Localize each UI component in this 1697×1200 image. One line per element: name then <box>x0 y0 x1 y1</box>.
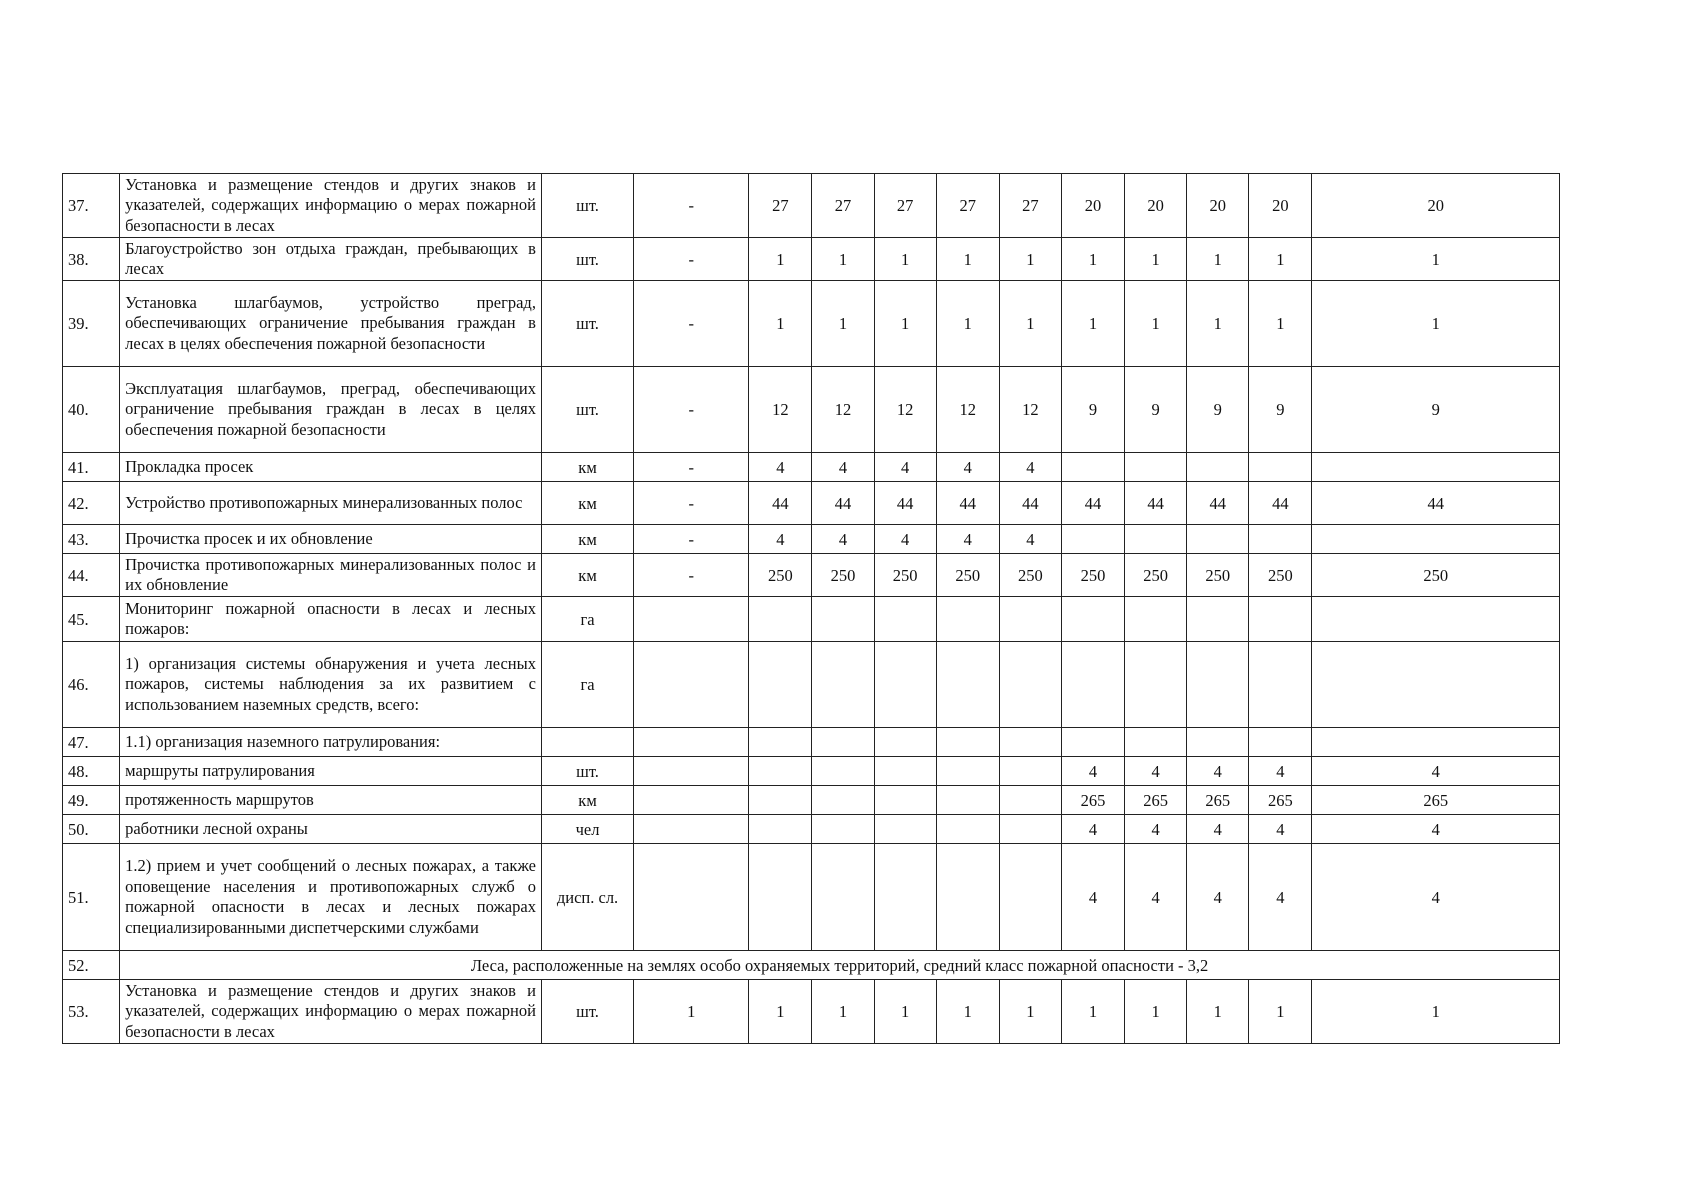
value-cell: - <box>634 525 749 554</box>
value-cell: 1 <box>874 238 936 281</box>
value-cell: - <box>634 482 749 525</box>
measures-table <box>62 173 1560 1044</box>
table-row <box>63 951 1560 980</box>
row-number: 50. <box>63 815 120 844</box>
value-cell <box>999 844 1061 951</box>
value-cell: 4 <box>1125 844 1187 951</box>
value-cell: 4 <box>749 525 812 554</box>
value-cell: 250 <box>1061 554 1124 597</box>
unit-cell: га <box>541 597 633 642</box>
table-row <box>63 238 1560 281</box>
table-row <box>63 642 1560 728</box>
value-cell <box>1125 525 1187 554</box>
table-row <box>63 757 1560 786</box>
value-cell <box>1061 453 1124 482</box>
value-cell <box>634 728 749 757</box>
value-cell: - <box>634 238 749 281</box>
unit-cell: км <box>541 786 633 815</box>
value-cell: 1 <box>936 281 999 367</box>
value-cell <box>634 642 749 728</box>
value-cell <box>874 786 936 815</box>
row-number: 43. <box>63 525 120 554</box>
measure-name: маршруты патрулирования <box>120 757 542 786</box>
value-cell <box>936 815 999 844</box>
value-cell <box>1312 453 1560 482</box>
value-cell: 1 <box>1312 980 1560 1044</box>
value-cell: - <box>634 281 749 367</box>
measure-name: Эксплуатация шлагбаумов, преград, обеспечивающих ограничение пребывания граждан в лесах в целях обеспечения пожарной безопасности <box>120 367 542 453</box>
value-cell: 250 <box>874 554 936 597</box>
measures-table-body <box>63 174 1560 1044</box>
value-cell <box>1061 597 1124 642</box>
value-cell <box>874 728 936 757</box>
value-cell <box>874 844 936 951</box>
value-cell: 4 <box>936 525 999 554</box>
value-cell: 27 <box>936 174 999 238</box>
measure-name: Прочистка просек и их обновление <box>120 525 542 554</box>
value-cell: 12 <box>874 367 936 453</box>
value-cell: - <box>634 453 749 482</box>
measure-name: 1) организация системы обнаружения и учета лесных пожаров, системы наблюдения за их развитием с использованием наземных средств, всего: <box>120 642 542 728</box>
row-number: 39. <box>63 281 120 367</box>
unit-cell: шт. <box>541 174 633 238</box>
value-cell: 44 <box>1125 482 1187 525</box>
value-cell: 4 <box>1187 757 1249 786</box>
row-number: 51. <box>63 844 120 951</box>
value-cell: 250 <box>1249 554 1312 597</box>
value-cell <box>812 597 874 642</box>
value-cell <box>999 728 1061 757</box>
value-cell: 4 <box>1187 815 1249 844</box>
value-cell: 1 <box>1125 238 1187 281</box>
unit-cell <box>541 728 633 757</box>
row-number: 37. <box>63 174 120 238</box>
row-number: 47. <box>63 728 120 757</box>
value-cell: 27 <box>874 174 936 238</box>
value-cell <box>1187 597 1249 642</box>
value-cell <box>812 642 874 728</box>
unit-cell: чел <box>541 815 633 844</box>
value-cell: 250 <box>936 554 999 597</box>
value-cell <box>749 597 812 642</box>
value-cell: 44 <box>874 482 936 525</box>
measure-name: Благоустройство зон отдыха граждан, пребывающих в лесах <box>120 238 542 281</box>
measure-name: 1.2) прием и учет сообщений о лесных пожарах, а также оповещение населения и противопожарных служб о пожарной опасности в лесах и лесных пожарах специализированными диспетчерскими службами <box>120 844 542 951</box>
value-cell: 1 <box>1187 238 1249 281</box>
unit-cell: км <box>541 482 633 525</box>
value-cell <box>812 757 874 786</box>
value-cell <box>749 844 812 951</box>
value-cell: 27 <box>749 174 812 238</box>
value-cell <box>812 815 874 844</box>
value-cell: 9 <box>1312 367 1560 453</box>
value-cell: 12 <box>936 367 999 453</box>
value-cell <box>936 597 999 642</box>
value-cell: 4 <box>812 525 874 554</box>
table-row <box>63 786 1560 815</box>
value-cell: 1 <box>1187 281 1249 367</box>
value-cell: 4 <box>1312 844 1560 951</box>
value-cell <box>999 815 1061 844</box>
value-cell: - <box>634 367 749 453</box>
table-row <box>63 844 1560 951</box>
value-cell: 1 <box>1249 238 1312 281</box>
value-cell <box>749 815 812 844</box>
value-cell: 1 <box>749 980 812 1044</box>
value-cell <box>999 786 1061 815</box>
value-cell: 1 <box>1249 980 1312 1044</box>
value-cell: 20 <box>1312 174 1560 238</box>
measure-name: работники лесной охраны <box>120 815 542 844</box>
value-cell: 1 <box>1061 281 1124 367</box>
unit-cell: шт. <box>541 367 633 453</box>
value-cell <box>874 642 936 728</box>
value-cell <box>749 642 812 728</box>
value-cell <box>936 642 999 728</box>
value-cell <box>874 815 936 844</box>
value-cell: - <box>634 554 749 597</box>
value-cell: 1 <box>1125 281 1187 367</box>
value-cell: 9 <box>1187 367 1249 453</box>
value-cell: 265 <box>1061 786 1124 815</box>
value-cell: 4 <box>1249 815 1312 844</box>
value-cell: 250 <box>812 554 874 597</box>
value-cell: 4 <box>812 453 874 482</box>
value-cell <box>1125 642 1187 728</box>
value-cell: 1 <box>634 980 749 1044</box>
measure-name: 1.1) организация наземного патрулирования: <box>120 728 542 757</box>
value-cell: 1 <box>1061 238 1124 281</box>
value-cell: 265 <box>1125 786 1187 815</box>
section-heading: Леса, расположенные на землях особо охраняемых территорий, средний класс пожарной опасности - 3,2 <box>120 951 1560 980</box>
unit-cell: га <box>541 642 633 728</box>
value-cell: 1 <box>1312 238 1560 281</box>
value-cell: 12 <box>812 367 874 453</box>
row-number: 38. <box>63 238 120 281</box>
value-cell <box>634 844 749 951</box>
value-cell: 27 <box>812 174 874 238</box>
value-cell: 44 <box>749 482 812 525</box>
value-cell: 4 <box>874 525 936 554</box>
unit-cell: шт. <box>541 238 633 281</box>
value-cell: 4 <box>1312 757 1560 786</box>
value-cell: 1 <box>1187 980 1249 1044</box>
value-cell: 9 <box>1125 367 1187 453</box>
value-cell: 1 <box>874 281 936 367</box>
value-cell <box>1187 642 1249 728</box>
value-cell <box>999 642 1061 728</box>
value-cell: 4 <box>1187 844 1249 951</box>
value-cell <box>634 757 749 786</box>
value-cell <box>1187 728 1249 757</box>
value-cell <box>1312 728 1560 757</box>
value-cell <box>1312 525 1560 554</box>
value-cell: 12 <box>999 367 1061 453</box>
value-cell <box>634 597 749 642</box>
measure-name: Установка и размещение стендов и других знаков и указателей, содержащих информацию о мерах пожарной безопасности в лесах <box>120 174 542 238</box>
value-cell: 250 <box>1125 554 1187 597</box>
value-cell: 4 <box>1125 815 1187 844</box>
value-cell: 4 <box>999 525 1061 554</box>
table-row <box>63 367 1560 453</box>
value-cell: - <box>634 174 749 238</box>
value-cell: 265 <box>1249 786 1312 815</box>
value-cell: 20 <box>1061 174 1124 238</box>
value-cell: 12 <box>749 367 812 453</box>
value-cell <box>1249 525 1312 554</box>
value-cell <box>749 757 812 786</box>
measure-name: Устройство противопожарных минерализованных полос <box>120 482 542 525</box>
table-row <box>63 174 1560 238</box>
table-row <box>63 482 1560 525</box>
value-cell: 9 <box>1249 367 1312 453</box>
value-cell: 44 <box>812 482 874 525</box>
value-cell: 4 <box>1061 757 1124 786</box>
value-cell: 1 <box>1312 281 1560 367</box>
value-cell <box>749 786 812 815</box>
value-cell <box>1249 728 1312 757</box>
value-cell: 250 <box>1187 554 1249 597</box>
value-cell <box>1125 597 1187 642</box>
value-cell: 1 <box>812 980 874 1044</box>
value-cell <box>1249 453 1312 482</box>
value-cell <box>1187 525 1249 554</box>
value-cell <box>812 786 874 815</box>
value-cell <box>634 815 749 844</box>
value-cell: 44 <box>1249 482 1312 525</box>
value-cell <box>1312 642 1560 728</box>
unit-cell: шт. <box>541 757 633 786</box>
value-cell <box>1249 597 1312 642</box>
row-number: 42. <box>63 482 120 525</box>
value-cell: 9 <box>1061 367 1124 453</box>
row-number: 46. <box>63 642 120 728</box>
row-number: 44. <box>63 554 120 597</box>
unit-cell: шт. <box>541 980 633 1044</box>
value-cell <box>1061 642 1124 728</box>
value-cell: 1 <box>812 281 874 367</box>
row-number: 41. <box>63 453 120 482</box>
unit-cell: шт. <box>541 281 633 367</box>
value-cell: 1 <box>1061 980 1124 1044</box>
value-cell: 1 <box>999 281 1061 367</box>
value-cell: 44 <box>1312 482 1560 525</box>
value-cell: 1 <box>812 238 874 281</box>
value-cell <box>1061 728 1124 757</box>
value-cell: 1 <box>999 238 1061 281</box>
value-cell: 265 <box>1312 786 1560 815</box>
value-cell <box>1125 728 1187 757</box>
value-cell: 1 <box>749 281 812 367</box>
measure-name: Установка шлагбаумов, устройство преград, обеспечивающих ограничение пребывания граждан в лесах в целях обеспечения пожарной безопасности <box>120 281 542 367</box>
value-cell: 4 <box>1061 844 1124 951</box>
value-cell: 4 <box>1125 757 1187 786</box>
value-cell <box>1125 453 1187 482</box>
value-cell <box>936 786 999 815</box>
table-row <box>63 815 1560 844</box>
value-cell: 1 <box>1125 980 1187 1044</box>
row-number: 40. <box>63 367 120 453</box>
measure-name: Установка и размещение стендов и других знаков и указателей, содержащих информацию о мерах пожарной безопасности в лесах <box>120 980 542 1044</box>
value-cell: 4 <box>749 453 812 482</box>
value-cell: 1 <box>749 238 812 281</box>
value-cell <box>936 844 999 951</box>
value-cell: 250 <box>999 554 1061 597</box>
value-cell: 44 <box>999 482 1061 525</box>
value-cell: 4 <box>1249 757 1312 786</box>
value-cell: 4 <box>1249 844 1312 951</box>
value-cell <box>1312 597 1560 642</box>
value-cell: 44 <box>1061 482 1124 525</box>
unit-cell: дисп. сл. <box>541 844 633 951</box>
value-cell: 1 <box>936 980 999 1044</box>
value-cell <box>936 728 999 757</box>
value-cell <box>999 597 1061 642</box>
measure-name: Прокладка просек <box>120 453 542 482</box>
value-cell <box>812 728 874 757</box>
measure-name: протяженность маршрутов <box>120 786 542 815</box>
value-cell: 20 <box>1187 174 1249 238</box>
table-row <box>63 525 1560 554</box>
table-row <box>63 728 1560 757</box>
value-cell <box>1061 525 1124 554</box>
value-cell: 1 <box>1249 281 1312 367</box>
value-cell <box>749 728 812 757</box>
table-row <box>63 554 1560 597</box>
unit-cell: км <box>541 554 633 597</box>
value-cell: 4 <box>874 453 936 482</box>
table-row <box>63 281 1560 367</box>
value-cell: 250 <box>1312 554 1560 597</box>
value-cell <box>1249 642 1312 728</box>
row-number: 48. <box>63 757 120 786</box>
row-number: 49. <box>63 786 120 815</box>
value-cell: 4 <box>999 453 1061 482</box>
value-cell: 27 <box>999 174 1061 238</box>
unit-cell: км <box>541 453 633 482</box>
value-cell <box>874 597 936 642</box>
value-cell: 44 <box>1187 482 1249 525</box>
measure-name: Мониторинг пожарной опасности в лесах и лесных пожаров: <box>120 597 542 642</box>
value-cell <box>874 757 936 786</box>
value-cell: 4 <box>1061 815 1124 844</box>
row-number: 45. <box>63 597 120 642</box>
value-cell: 4 <box>936 453 999 482</box>
value-cell <box>634 786 749 815</box>
table-row <box>63 980 1560 1044</box>
value-cell: 250 <box>749 554 812 597</box>
value-cell: 4 <box>1312 815 1560 844</box>
value-cell: 44 <box>936 482 999 525</box>
value-cell: 20 <box>1249 174 1312 238</box>
row-number: 52. <box>63 951 120 980</box>
row-number: 53. <box>63 980 120 1044</box>
unit-cell: км <box>541 525 633 554</box>
value-cell <box>936 757 999 786</box>
table-row <box>63 597 1560 642</box>
value-cell <box>812 844 874 951</box>
value-cell: 1 <box>936 238 999 281</box>
value-cell: 20 <box>1125 174 1187 238</box>
value-cell: 1 <box>999 980 1061 1044</box>
value-cell <box>999 757 1061 786</box>
value-cell: 265 <box>1187 786 1249 815</box>
value-cell: 1 <box>874 980 936 1044</box>
table-row <box>63 453 1560 482</box>
value-cell <box>1187 453 1249 482</box>
measure-name: Прочистка противопожарных минерализованных полос и их обновление <box>120 554 542 597</box>
